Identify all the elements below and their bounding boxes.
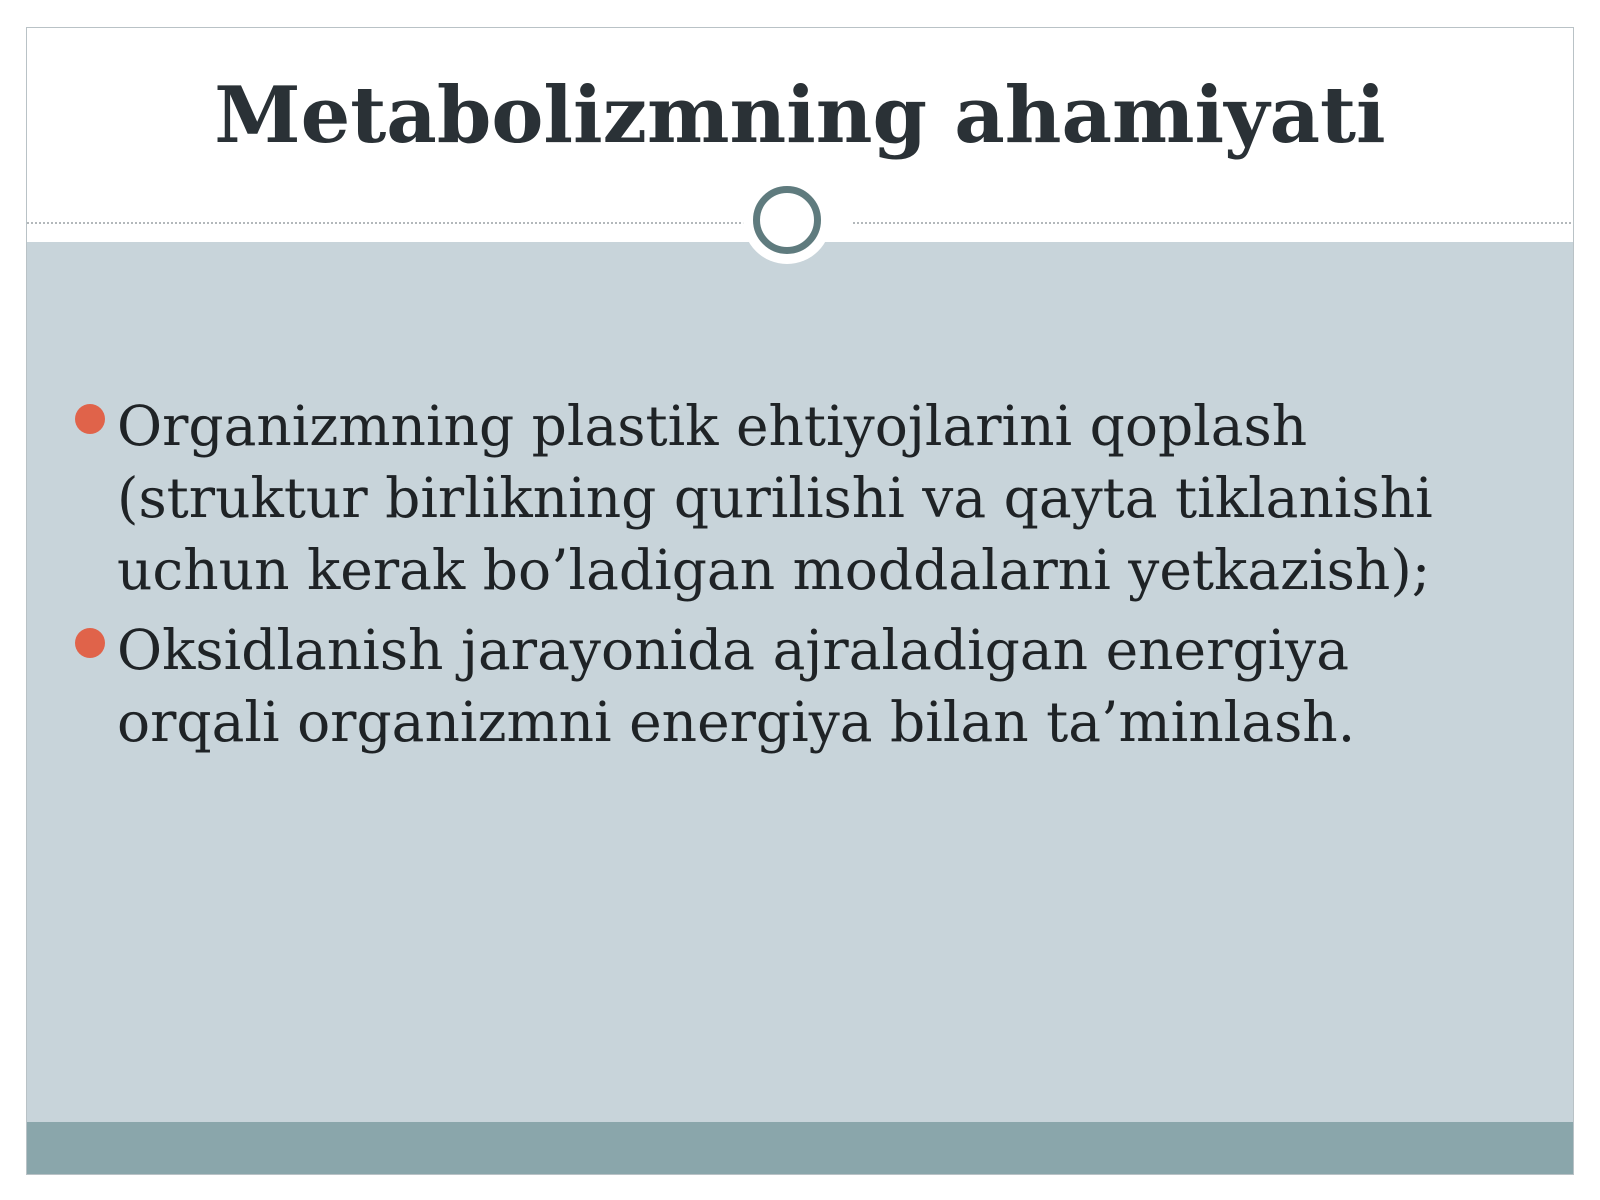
title-divider-left (27, 222, 749, 224)
slide (26, 27, 1574, 1175)
bullet-text: Organizmning plastik ehtiyojlarini qoplash (struktur birlikning qurilishi va qayta tiklanishi uchun kerak bo’ladigan moddalarni yetkazish); (117, 394, 1433, 602)
bullet-dot-icon (75, 404, 105, 434)
bullet-text: Oksidlanish jarayonida ajraladigan energiya orqali organizmni energiya bilan ta’minlash. (117, 618, 1356, 754)
bullet-item (75, 390, 1515, 606)
ring-icon (753, 186, 821, 254)
bullet-item (75, 614, 1515, 758)
divider-ornament (743, 176, 831, 264)
slide-title: Metabolizmning ahamiyati (214, 70, 1386, 161)
bullet-dot-icon (75, 628, 105, 658)
bullet-list (75, 390, 1515, 766)
footer-band (27, 1122, 1573, 1175)
title-divider-right (853, 222, 1574, 224)
